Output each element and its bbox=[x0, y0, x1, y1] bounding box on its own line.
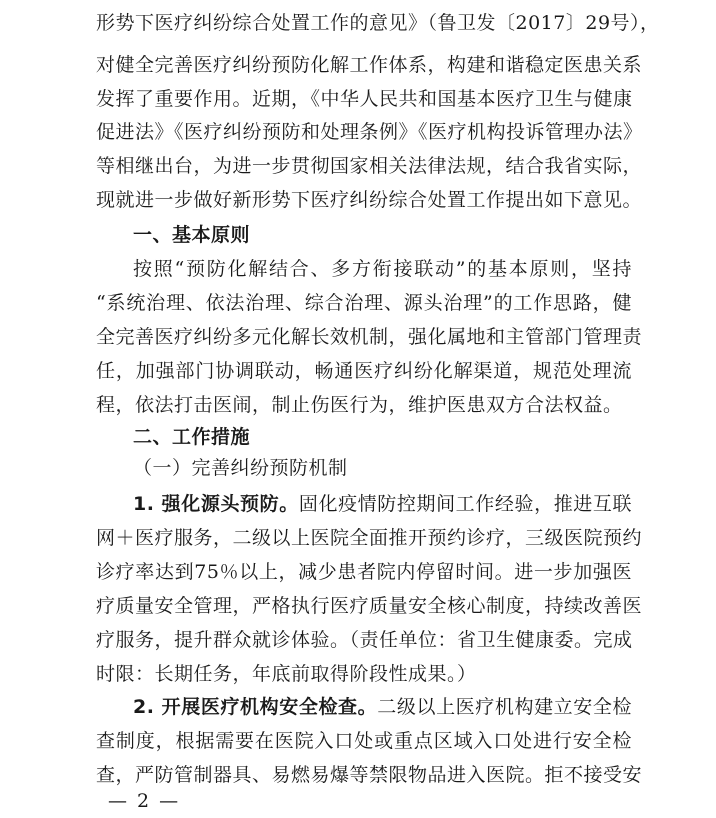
item-lead: 1. 强化源头预防。 bbox=[133, 493, 299, 515]
body-text-line: 时限：长期任务，年底前取得阶段性成果。） bbox=[96, 663, 477, 685]
item-first-line bbox=[133, 690, 632, 724]
body-text-line: 等相继出台，为进一步贯彻国家相关法律法规，结合我省实际， bbox=[96, 155, 643, 177]
body-text-line: 疗服务，提升群众就诊体验。（责任单位：省卫生健康委。完成 bbox=[96, 629, 633, 651]
body-text-line: “系统治理、依法治理、综合治理、源头治理”的工作思路，健 bbox=[96, 292, 632, 314]
item-text: 二级以上医疗机构建立安全检 bbox=[377, 696, 632, 718]
body-text-line: 网＋医疗服务，二级以上医院全面推开预约诊疗，三级医院预约 bbox=[96, 527, 643, 549]
body-text-line: 形势下医疗纠纷综合处置工作的意见》（鲁卫发〔2017〕29号）， bbox=[96, 12, 660, 34]
body-text-line: 全完善医疗纠纷多元化解长效机制，强化属地和主管部门管理责 bbox=[96, 326, 643, 348]
body-text-line: 查，严防管制器具、易燃易爆等禁限物品进入医院。拒不接受安 bbox=[96, 764, 643, 786]
subsection-heading: （一）完善纠纷预防机制 bbox=[133, 457, 348, 479]
section-heading: 二、工作措施 bbox=[133, 426, 251, 448]
body-text-line: 疗质量安全管理，严格执行医疗质量安全核心制度，持续改善医 bbox=[96, 595, 643, 617]
body-text-line: 按照“预防化解结合、多方衔接联动”的基本原则，坚持 bbox=[133, 258, 632, 280]
body-text-line: 诊疗率达到75％以上，减少患者院内停留时间。进一步加强医 bbox=[96, 561, 632, 583]
body-text-line: 现就进一步做好新形势下医疗纠纷综合处置工作提出如下意见。 bbox=[96, 189, 643, 211]
body-text-line: 发挥了重要作用。近期，《中华人民共和国基本医疗卫生与健康 bbox=[96, 88, 633, 110]
item-first-line bbox=[133, 487, 632, 521]
item-lead: 2. 开展医疗机构安全检查。 bbox=[133, 696, 378, 718]
body-text-line: 对健全完善医疗纠纷预防化解工作体系，构建和谐稳定医患关系 bbox=[96, 54, 643, 76]
body-text-line: 查制度，根据需要在医院入口处或重点区域入口处进行安全检 bbox=[96, 730, 632, 752]
page-number: — 2 — bbox=[108, 790, 181, 812]
body-text-line: 促进法》《医疗纠纷预防和处理条例》《医疗机构投诉管理办法》 bbox=[96, 121, 643, 143]
body-text-line: 任，加强部门协调联动，畅通医疗纠纷化解渠道，规范处理流 bbox=[96, 360, 632, 382]
section-heading: 一、基本原则 bbox=[133, 224, 251, 246]
body-text-line: 程，依法打击医闹，制止伤医行为，维护医患双方合法权益。 bbox=[96, 394, 623, 416]
item-text: 固化疫情防控期间工作经验，推进互联 bbox=[298, 493, 632, 515]
